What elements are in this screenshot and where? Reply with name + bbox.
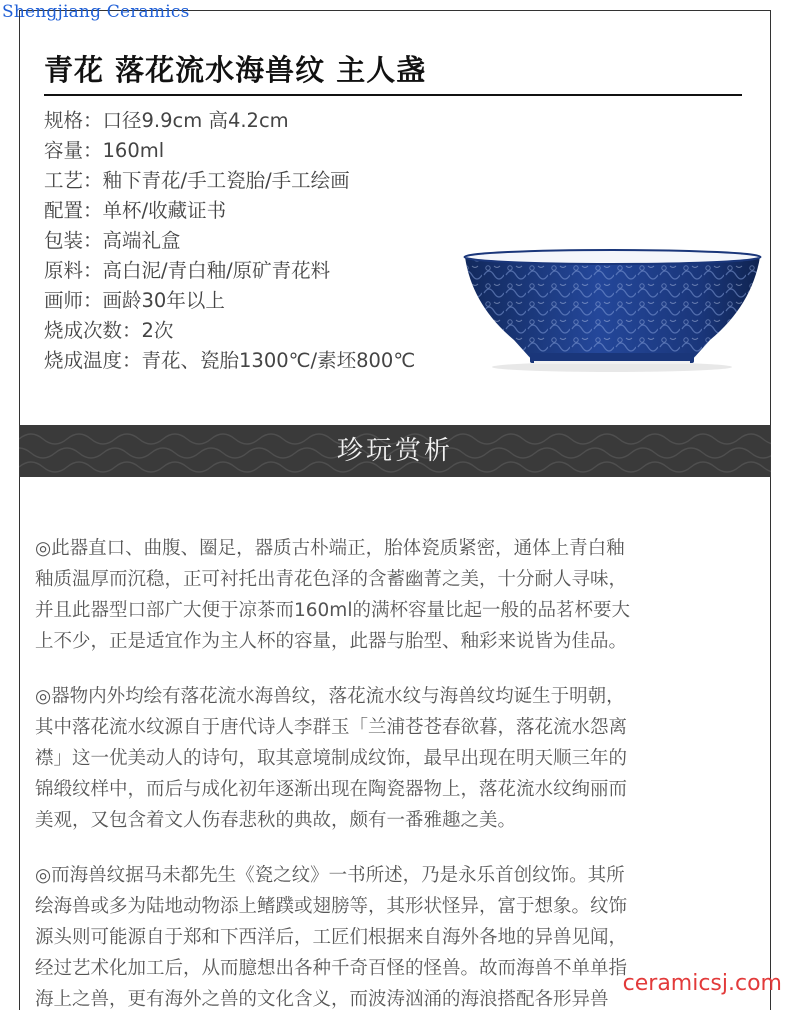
spec-label: 包装：	[44, 229, 103, 252]
spec-label: 配置：	[44, 199, 103, 222]
paragraph-line: 经过艺术化加工后，从而臆想出各种千奇百怪的怪兽。故而海兽不单单指	[35, 958, 628, 979]
paragraph-line: 并且此器型口部广大便于凉茶而160ml的满杯容量比起一般的品茗杯要大	[35, 600, 630, 621]
spec-row-painter	[44, 286, 415, 316]
paragraph-line: ◎器物内外均绘有落花流水海兽纹，落花流水纹与海兽纹均诞生于明朝，	[35, 686, 625, 707]
spec-value: 2次	[141, 319, 174, 342]
spec-row-craft	[44, 166, 415, 196]
spec-row-firings	[44, 316, 415, 346]
spec-label: 容量：	[44, 139, 103, 162]
spec-label: 工艺：	[44, 169, 103, 192]
spec-value: 画龄30年以上	[102, 289, 225, 312]
description-paragraph-1	[35, 533, 735, 657]
spec-value: 高白泥/青白釉/原矿青花料	[102, 259, 331, 282]
spec-row-material	[44, 256, 415, 286]
spec-value: 160ml	[102, 139, 165, 162]
section-banner	[19, 425, 771, 477]
spec-label: 原料：	[44, 259, 103, 282]
spec-value: 单杯/收藏证书	[102, 199, 227, 222]
spec-value: 高端礼盒	[102, 229, 181, 252]
paragraph-line: 美观，又包含着文人伤春悲秋的典故，颇有一番雅趣之美。	[35, 810, 517, 831]
spec-row-size	[44, 106, 415, 136]
paragraph-line: 襟」这一优美动人的诗句，取其意境制成纹饰，最早出现在明天顺三年的	[35, 748, 628, 769]
spec-row-capacity	[44, 136, 415, 166]
porcelain-bowl-image	[460, 245, 765, 375]
paragraph-line: 绘海兽或多为陆地动物添上鳍蹼或翅膀等，其形状怪异，富于想象。纹饰	[35, 896, 628, 917]
paragraph-line: ◎而海兽纹据马未都先生《瓷之纹》一书所述，乃是永乐首创纹饰。其所	[35, 865, 625, 886]
spec-row-package	[44, 226, 415, 256]
paragraph-line: 海上之兽，更有海外之兽的文化含义，而波涛汹涌的海浪搭配各形异兽	[35, 989, 609, 1010]
spec-list	[44, 106, 415, 376]
paragraph-line: 源头则可能源自于郑和下西洋后，工匠们根据来自海外各地的异兽见闻，	[35, 927, 628, 948]
spec-label: 烧成温度：	[44, 349, 142, 372]
title-divider	[44, 94, 742, 96]
spec-label: 烧成次数：	[44, 319, 142, 342]
spec-value: 口径9.9cm 高4.2cm	[102, 109, 289, 132]
spec-value: 青花、瓷胎1300℃/素坯800℃	[141, 349, 416, 372]
paragraph-line: 其中落花流水纹源自于唐代诗人李群玉「兰浦苍苍春欲暮，落花流水怨离	[35, 717, 628, 738]
paragraph-line: 上不少，正是适宜作为主人杯的容量，此器与胎型、釉彩来说皆为佳品。	[35, 631, 628, 652]
blue-white-porcelain-bowl-icon	[460, 245, 765, 375]
spec-label: 规格：	[44, 109, 103, 132]
spec-label: 画师：	[44, 289, 103, 312]
paragraph-line: 锦缎纹样中，而后与成化初年逐渐出现在陶瓷器物上，落花流水纹绚丽而	[35, 779, 628, 800]
spec-row-temperature	[44, 346, 415, 376]
paragraph-line: 釉质温厚而沉稳，正可衬托出青花色泽的含蓄幽菁之美，十分耐人寻味，	[35, 569, 628, 590]
paragraph-line: ◎此器直口、曲腹、圈足，器质古朴端正，胎体瓷质紧密，通体上青白釉	[35, 538, 625, 559]
spec-row-config	[44, 196, 415, 226]
product-title: 青花 落花流水海兽纹 主人盏	[44, 53, 427, 87]
description-paragraph-2	[35, 681, 735, 836]
spec-value: 釉下青花/手工瓷胎/手工绘画	[102, 169, 350, 192]
watermark-logo-top: Shengjiang Ceramics	[2, 2, 190, 22]
section-title: 珍玩赏析	[336, 436, 453, 466]
watermark-logo-bottom: ceramicsj.com	[622, 971, 782, 996]
